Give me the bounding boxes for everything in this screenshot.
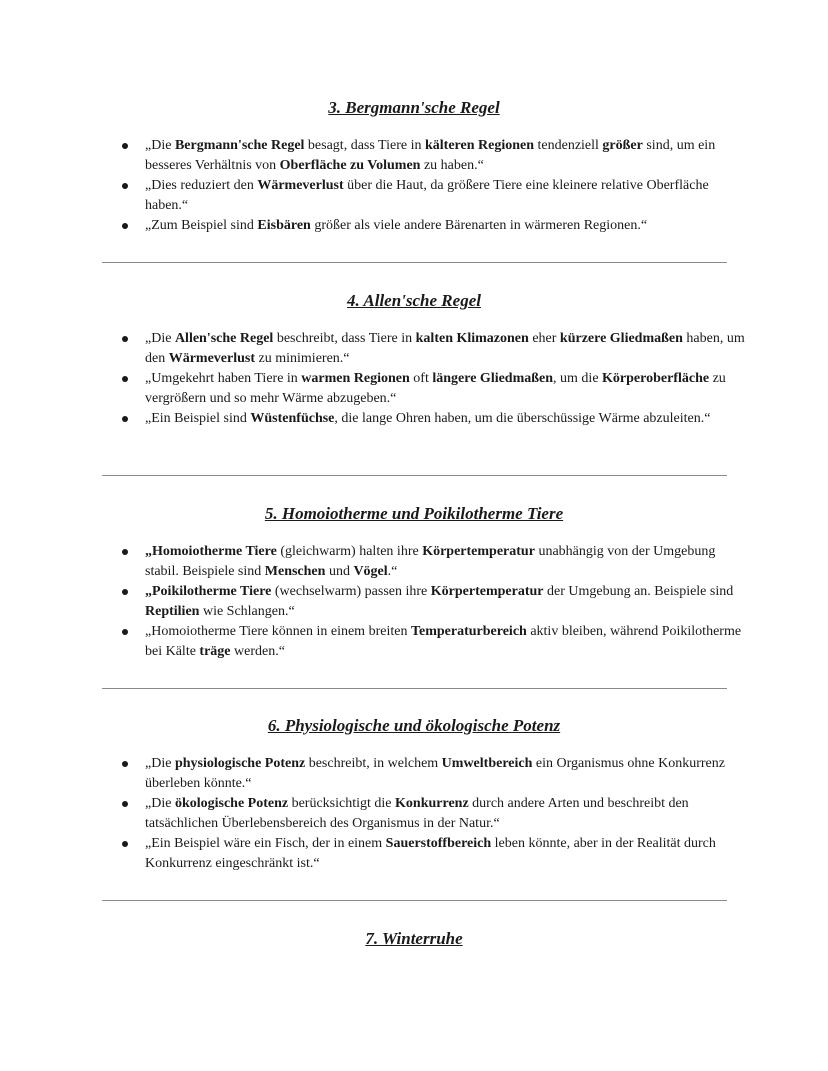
text-segment: ein Organismus ohne Konkurrenz überleben könnte.“ xyxy=(145,756,725,791)
bold-term: kalten Klimazonen xyxy=(415,331,529,346)
bullet-item xyxy=(145,136,745,176)
bold-term: Eisbären xyxy=(257,218,311,233)
section-bergmann xyxy=(0,97,828,236)
bullet-item xyxy=(145,176,745,216)
text-segment: „Dies reduziert den xyxy=(145,178,258,193)
section-heading: 4. Allen'sche Regel xyxy=(347,291,481,310)
text-segment: „Zum Beispiel sind xyxy=(145,218,258,233)
bullet-item xyxy=(145,216,745,236)
section-heading: 3. Bergmann'sche Regel xyxy=(328,98,500,117)
bullet-dot-icon xyxy=(122,549,128,555)
bold-term: Wärmeverlust xyxy=(257,178,344,193)
section-allen xyxy=(0,290,828,429)
section-divider xyxy=(102,262,727,263)
text-segment: leben könnte, aber in der Realität durch Konkurrenz eingeschränkt ist.“ xyxy=(145,836,716,871)
bold-term: längere Gliedmaßen xyxy=(432,371,554,386)
text-segment: (wechselwarm) passen ihre xyxy=(271,584,431,599)
bold-term: „ xyxy=(145,544,152,559)
text-segment: tendenziell xyxy=(534,138,603,153)
bold-term: Reptilien xyxy=(145,604,200,619)
bold-term: Sauerstoffbereich xyxy=(385,836,492,851)
text-segment: „Ein Beispiel sind xyxy=(145,411,251,426)
text-segment: „Homoiotherme Tiere können in einem breiten xyxy=(145,624,411,639)
bullet-dot-icon xyxy=(122,841,128,847)
text-segment: , um die xyxy=(553,371,603,386)
bullet-item xyxy=(145,542,745,582)
text-segment: zu haben.“ xyxy=(420,158,484,173)
bullet-dot-icon xyxy=(122,183,128,189)
bold-term: Konkurrenz xyxy=(395,796,469,811)
section-heading: 5. Homoiotherme und Poikilotherme Tiere xyxy=(264,504,564,523)
bold-term: Poikilotherme Tiere xyxy=(152,584,272,599)
bullet-item xyxy=(145,794,745,834)
bold-term: „ xyxy=(145,584,152,599)
text-segment: und xyxy=(325,564,354,579)
section-potenz xyxy=(0,715,828,874)
section-divider xyxy=(102,688,727,689)
bold-term: Vögel xyxy=(353,564,388,579)
text-segment: durch andere Arten und beschreibt den tatsächlichen Überlebensbereich des Organismus in der Natur.“ xyxy=(145,796,689,831)
bold-term: Körpertemperatur xyxy=(422,544,535,559)
bullet-item xyxy=(145,754,745,794)
text-segment: zu vergrößern und so mehr Wärme abzugeben.“ xyxy=(145,371,726,406)
text-segment: eher xyxy=(528,331,560,346)
section-divider xyxy=(102,900,727,901)
text-segment: besagt, dass Tiere in xyxy=(304,138,425,153)
text-segment: berücksichtigt die xyxy=(288,796,396,811)
text-segment: beschreibt, dass Tiere in xyxy=(273,331,416,346)
bullet-list xyxy=(145,542,745,662)
text-segment: oft xyxy=(409,371,433,386)
bold-term: Umweltbereich xyxy=(441,756,533,771)
bold-term: Körperoberfläche xyxy=(602,371,710,386)
bold-term: ökologische Potenz xyxy=(174,796,289,811)
text-segment: „Die xyxy=(145,138,175,153)
bold-term: kälteren Regionen xyxy=(424,138,534,153)
bold-term: Menschen xyxy=(264,564,326,579)
text-segment: aktiv bleiben, während Poikilotherme bei Kälte xyxy=(145,624,742,659)
text-segment: zu minimieren.“ xyxy=(255,351,350,366)
bullet-item xyxy=(145,409,745,429)
text-segment: der Umgebung an. Beispiele sind xyxy=(543,584,734,599)
bold-term: physiologische Potenz xyxy=(174,756,306,771)
section-divider xyxy=(102,475,727,476)
bullet-list xyxy=(145,754,745,874)
bullet-dot-icon xyxy=(122,801,128,807)
bullet-dot-icon xyxy=(122,143,128,149)
bold-term: Körpertemperatur xyxy=(430,584,544,599)
bullet-dot-icon xyxy=(122,376,128,382)
bold-term: Wüstenfüchse xyxy=(250,411,335,426)
text-segment: wie Schlangen.“ xyxy=(199,604,295,619)
section-heading: 7. Winterruhe xyxy=(365,929,463,948)
bold-term: kürzere Gliedmaßen xyxy=(559,331,683,346)
bold-term: Homoiotherme Tiere xyxy=(152,544,277,559)
bold-term: Bergmann'sche Regel xyxy=(174,138,305,153)
text-segment: „Die xyxy=(145,796,175,811)
text-segment: „Die xyxy=(145,331,175,346)
bold-term: träge xyxy=(199,644,231,659)
bullet-dot-icon xyxy=(122,589,128,595)
bullet-item xyxy=(145,329,745,369)
section-winterruhe xyxy=(0,928,828,950)
text-segment: .“ xyxy=(387,564,398,579)
bold-term: warmen Regionen xyxy=(301,371,410,386)
text-segment: über die Haut, da größere Tiere eine kleinere relative Oberfläche haben.“ xyxy=(145,178,709,213)
bold-term: Allen'sche Regel xyxy=(174,331,274,346)
text-segment: „Umgekehrt haben Tiere in xyxy=(145,371,302,386)
section-homoiotherm-poikilotherm xyxy=(0,503,828,662)
bullet-dot-icon xyxy=(122,416,128,422)
text-segment: unabhängig von der Umgebung stabil. Beispiele sind xyxy=(145,544,716,579)
bullet-dot-icon xyxy=(122,223,128,229)
bold-term: größer xyxy=(602,138,643,153)
bullet-item xyxy=(145,834,745,874)
text-segment: sind, um ein besseres Verhältnis von xyxy=(145,138,716,173)
bullet-dot-icon xyxy=(122,629,128,635)
text-segment: größer als viele andere Bärenarten in wärmeren Regionen.“ xyxy=(310,218,648,233)
text-segment: , die lange Ohren haben, um die überschüssige Wärme abzuleiten.“ xyxy=(334,411,711,426)
bullet-list xyxy=(145,136,745,236)
bold-term: Temperaturbereich xyxy=(410,624,527,639)
text-segment: werden.“ xyxy=(230,644,285,659)
bold-term: Wärmeverlust xyxy=(168,351,256,366)
text-segment: (gleichwarm) halten ihre xyxy=(276,544,423,559)
bullet-dot-icon xyxy=(122,761,128,767)
text-segment: „Ein Beispiel wäre ein Fisch, der in einem xyxy=(145,836,386,851)
bullet-item xyxy=(145,622,745,662)
bullet-list xyxy=(145,329,745,429)
section-heading: 6. Physiologische und ökologische Potenz xyxy=(267,716,561,735)
bold-term: Oberfläche zu Volumen xyxy=(279,158,421,173)
text-segment: haben, um den xyxy=(145,331,745,366)
text-segment: beschreibt, in welchem xyxy=(305,756,442,771)
text-segment: „Die xyxy=(145,756,175,771)
bullet-dot-icon xyxy=(122,336,128,342)
bullet-item xyxy=(145,369,745,409)
bullet-item xyxy=(145,582,745,622)
